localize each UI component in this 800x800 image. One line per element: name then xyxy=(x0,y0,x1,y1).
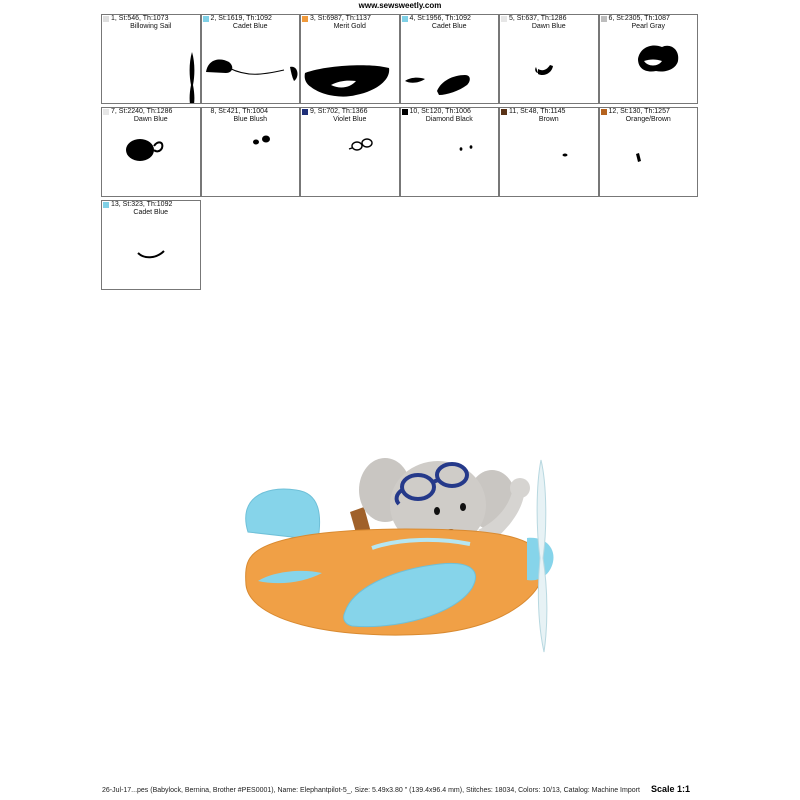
stitch-info: 6, St:2305, Th:1087 xyxy=(608,15,670,22)
elephant-eye-left xyxy=(434,507,440,515)
stitch-info: 12, St:130, Th:1257 xyxy=(608,108,670,115)
color-stop-cell xyxy=(201,14,301,104)
tail-fin xyxy=(246,489,320,540)
embroidery-preview xyxy=(0,300,800,780)
thread-name: Violet Blue xyxy=(333,115,367,123)
thread-name: Blue Blush xyxy=(233,115,267,123)
smile-shape xyxy=(102,201,201,290)
color-stop-cell xyxy=(599,14,699,104)
color-stop-cell xyxy=(101,14,201,104)
scale-label: Scale 1:1 xyxy=(651,784,691,794)
thread-name: Dawn Blue xyxy=(531,22,566,30)
wing-shape xyxy=(401,15,500,104)
mouth-shape xyxy=(500,108,599,197)
color-stop-cell xyxy=(101,107,201,197)
cheek-shape xyxy=(202,108,301,197)
thread-name: Merit Gold xyxy=(333,22,366,30)
stitch-info: 3, St:6987, Th:1137 xyxy=(310,15,371,22)
tail-and-line-shape xyxy=(202,15,301,104)
stitch-info: 2, St:1619, Th:1092 xyxy=(210,15,272,22)
color-stop-cell xyxy=(300,107,400,197)
eyes-shape xyxy=(401,108,500,197)
propeller-shape xyxy=(102,15,201,104)
head-shape xyxy=(600,15,699,104)
stitch-info: 5, St:637, Th:1286 xyxy=(509,15,567,22)
color-stop-cell xyxy=(400,107,500,197)
stitch-info: 8, St:421, Th:1004 xyxy=(210,108,268,115)
thread-name: Cadet Blue xyxy=(232,22,268,30)
color-stop-cell xyxy=(499,14,599,104)
color-stop-cell xyxy=(599,107,699,197)
ear-shape xyxy=(102,108,201,197)
color-stop-cell xyxy=(300,14,400,104)
thread-name: Diamond Black xyxy=(425,115,473,123)
elephant-hand xyxy=(510,478,530,498)
stitch-info: 11, St:48, Th:1145 xyxy=(509,108,566,115)
stitch-info: 13, St:323, Th:1092 xyxy=(111,201,173,208)
elephant-eye-right xyxy=(460,503,466,511)
color-stop-cell xyxy=(400,14,500,104)
file-info-footer: 26-Jul-17...pes (Babylock, Bernina, Brother #PES0001), Name: Elephantpilot-5_, Size: 5.49x3.80 " (139.4x96.4 mm), Stitches: 18034, Colors: 10/13, Catalog: Machine Import xyxy=(102,787,640,794)
thread-name: Cadet Blue xyxy=(431,22,467,30)
stitch-info: 4, St:1956, Th:1092 xyxy=(409,15,471,22)
hand-shape xyxy=(500,15,599,104)
thread-name: Billowing Sail xyxy=(130,22,172,30)
site-url: www.sewsweetly.com xyxy=(358,1,442,10)
thread-name: Brown xyxy=(538,115,559,123)
color-stop-cell xyxy=(201,107,301,197)
stitch-info: 7, St:2240, Th:1286 xyxy=(111,108,173,115)
thread-name: Orange/Brown xyxy=(625,115,671,123)
goggles-shape xyxy=(301,108,400,197)
stitch-info: 10, St:120, Th:1006 xyxy=(409,108,471,115)
thread-name: Cadet Blue xyxy=(133,208,169,216)
color-stop-cell xyxy=(101,200,201,290)
color-stop-cell xyxy=(499,107,599,197)
seat-back-shape xyxy=(600,108,699,197)
stitch-info: 9, St:702, Th:1366 xyxy=(310,108,368,115)
thread-name: Dawn Blue xyxy=(133,115,168,123)
stitch-info: 1, St:546, Th:1073 xyxy=(111,15,169,22)
fuselage-shape xyxy=(301,15,400,104)
thread-name: Pearl Gray xyxy=(631,22,665,30)
